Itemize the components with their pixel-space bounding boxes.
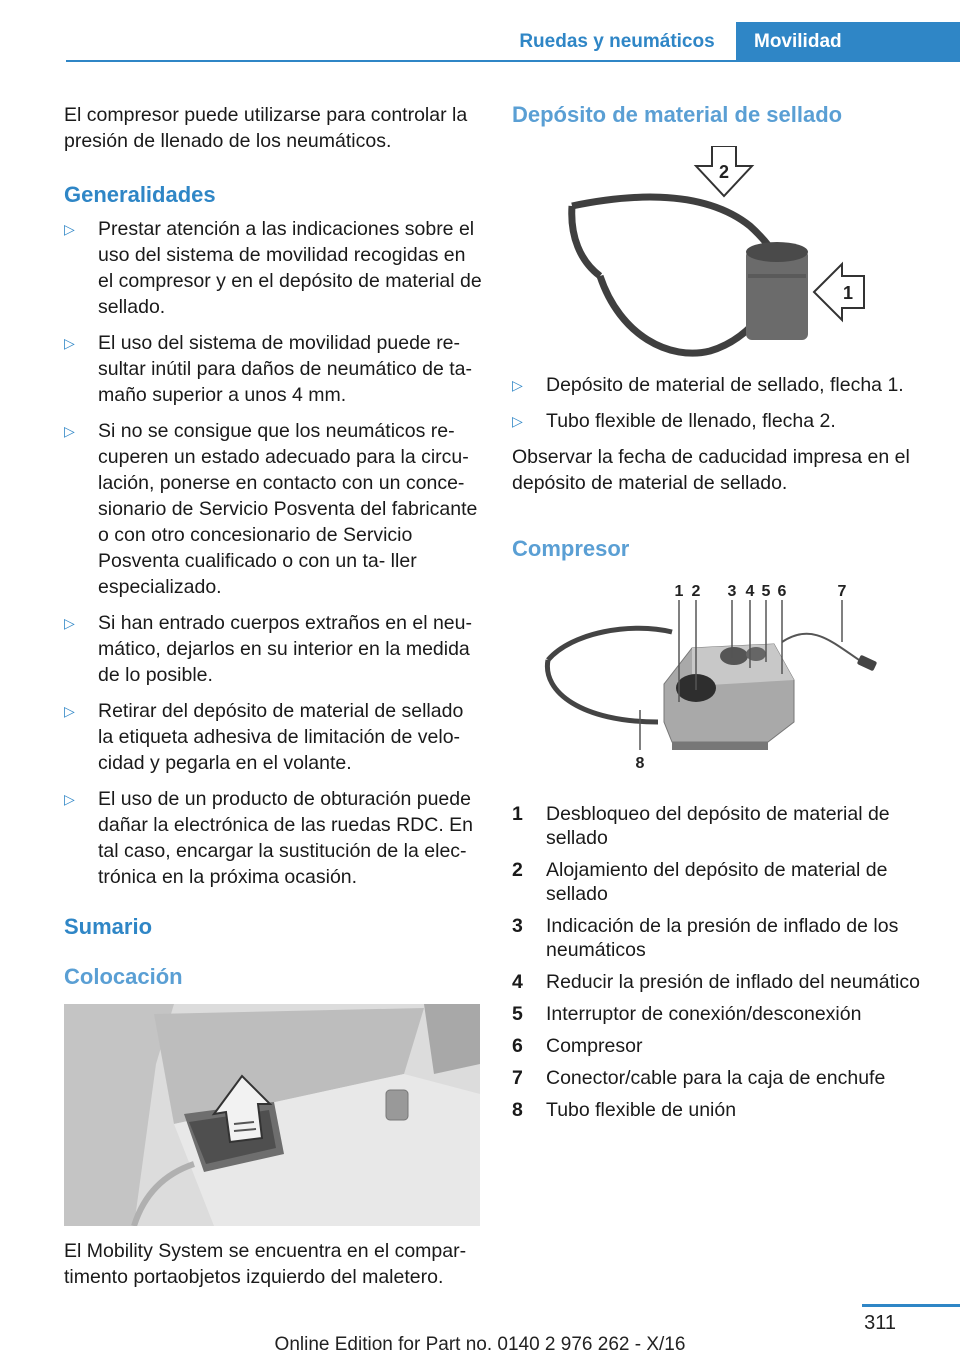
sealant-container-figure [560,146,920,358]
list-item: 4 Reducir la presión de inflado del neumático [512,971,920,993]
list-item: ▷ Tubo flexible de llenado, flecha 2. [512,410,836,432]
list-item: 8 Tubo flexible de unión [512,1099,737,1121]
heading-sumario: Sumario [64,914,153,939]
triangle-bullet-icon: ▷ [64,791,75,807]
edition-footer: Online Edition for Part no. 0140 2 976 262 - X/16 [274,1334,686,1355]
figure-label: 7 [837,583,847,600]
list-item: 3 Indicación de la presión de inflado de los neumáticos [512,915,899,961]
heading-deposito: Depósito de material de sellado [512,102,843,127]
figure-label: 1 [842,283,854,303]
triangle-bullet-icon: ▷ [512,413,523,429]
deposito-note: Observar la fecha de caducidad impresa en el depósito de material de sellado. [512,446,910,494]
header-section-tab[interactable]: Ruedas y neumáticos [519,31,715,52]
intro-paragraph: El compresor puede utilizarse para controlar la presión de llenado de los neumáticos. [64,104,468,152]
header-rule [66,60,960,62]
figure-label: 6 [777,583,787,600]
compressor-figure [542,582,882,780]
triangle-bullet-icon: ▷ [64,221,75,237]
header-active-tab[interactable]: Movilidad [736,22,960,62]
figure-label: 5 [761,583,771,600]
heading-compresor: Compresor [512,536,630,561]
list-item: ▷ Depósito de material de sellado, flecha 1. [512,374,904,396]
triangle-bullet-icon: ▷ [64,423,75,439]
figure-label: 8 [635,755,645,772]
right-column [512,102,932,1130]
figure-label: 1 [674,583,684,600]
footer-rule [862,1304,960,1307]
general-bullet-list [64,216,482,890]
left-column [64,102,482,1290]
heading-colocacion: Colocación [64,964,183,989]
figure-label: 2 [691,583,701,600]
triangle-bullet-icon: ▷ [512,377,523,393]
list-item: 7 Conector/cable para la caja de enchufe [512,1067,886,1089]
triangle-bullet-icon: ▷ [64,703,75,719]
list-item: 2 Alojamiento del depósito de material de sellado [512,859,888,905]
list-item: 1 Desbloqueo del depósito de material de sellado [512,803,890,849]
compresor-legend-list [512,802,932,1122]
list-item: ▷ Prestar atención a las indicaciones sobre el uso del sistema de movilidad recogidas en el compresor y en el depósito de material de sellado. [64,218,482,318]
list-item: ▷ El uso del sistema de movilidad puede re‐ sultar inútil para daños de neumático de ta‐ maño superior a unos 4 mm. [64,332,472,406]
colocacion-paragraph: El Mobility System se encuentra en el compar‐ timento portaobjetos izquierdo del maletero. [64,1240,467,1288]
list-item: ▷ Si no se consigue que los neumáticos re‐ cuperen un estado adecuado para la circu‐ lación, ponerse en contacto con un conce‐ sionario de Servicio Posventa del fabricante o con otro concesionario de Servicio Posventa cualificado o con un ta‐ ller especializado. [64,420,478,598]
list-item: ▷ Retirar del depósito de material de sellado la etiqueta adhesiva de limitación de velo‐ cidad y pegarla en el volante. [64,700,464,774]
figure-label: 2 [718,162,730,182]
triangle-bullet-icon: ▷ [64,615,75,631]
list-item: 6 Compresor [512,1035,643,1057]
figure-label: 4 [745,583,755,600]
list-item: 5 Interruptor de conexión/desconexión [512,1003,862,1025]
list-item: ▷ El uso de un producto de obturación puede dañar la electrónica de las ruedas RDC. En tal caso, encargar la sustitución de la elec‐ trónica en la próxima ocasión. [64,788,474,888]
figure-label: 3 [727,583,737,600]
heading-generalidades: Generalidades [64,182,216,207]
list-item: ▷ Si han entrado cuerpos extraños en el neu‐ mático, dejarlos en su interior en la medida de lo posible. [64,612,472,686]
page-number: 311 [864,1312,896,1334]
trunk-location-figure [64,1004,480,1226]
deposito-bullet-list [512,372,932,434]
triangle-bullet-icon: ▷ [64,335,75,351]
